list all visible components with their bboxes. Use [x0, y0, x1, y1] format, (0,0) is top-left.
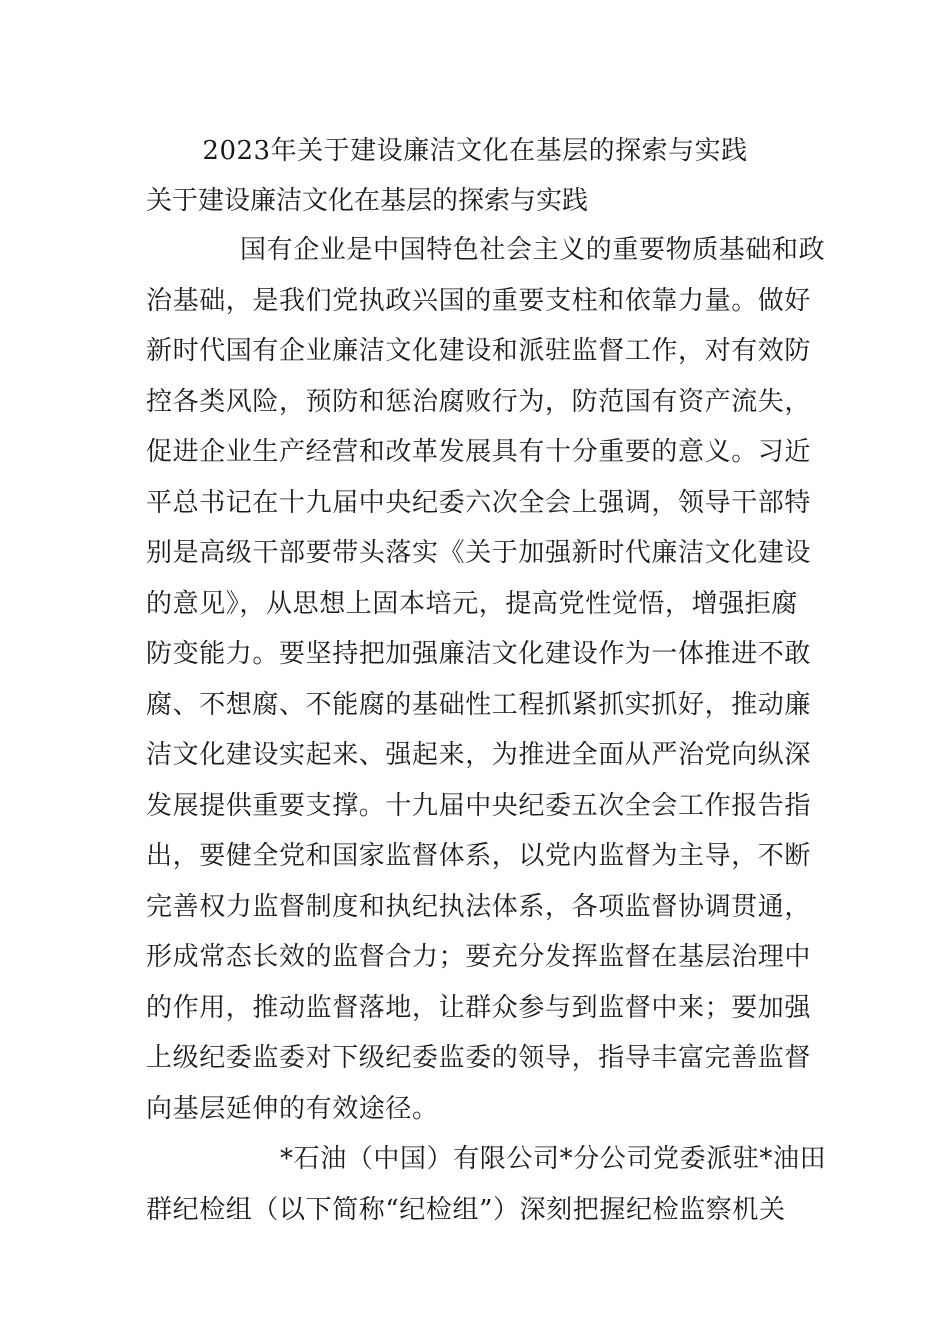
paragraph-2-line: *石油（中国）有限公司*分公司党委派驻*油田: [280, 1144, 827, 1174]
paragraph-1-line: 的意见》，从思想上固本培元，提高党性觉悟，增强拒腐: [146, 588, 799, 619]
paragraph-1-line: 平总书记在十九届中央纪委六次全会上强调，领导干部特: [146, 487, 812, 518]
paragraph-1-line: 控各类风险，预防和惩治腐败行为，防范国有资产流失，: [146, 386, 812, 417]
document-title: 2023年关于建设廉洁文化在基层的探索与实践: [202, 136, 748, 166]
document-subtitle: 关于建设廉洁文化在基层的探索与实践: [146, 186, 589, 216]
paragraph-1-line: 洁文化建设实起来、强起来，为推进全面从严治党向纵深: [146, 740, 812, 770]
paragraph-1-line: 发展提供重要支撑。十九届中央纪委五次全会工作报告指: [146, 790, 812, 821]
paragraph-1-line: 形成常态长效的监督合力；要充分发挥监督在基层治理中: [146, 942, 812, 972]
paragraph-1-line: 完善权力监督制度和执纪执法体系，各项监督协调贯通，: [146, 891, 812, 922]
paragraph-1-line: 腐、不想腐、不能腐的基础性工程抓紧抓实抓好，推动廉: [146, 689, 812, 720]
paragraph-2-line: 群纪检组（以下简称“纪检组”）深刻把握纪检监察机关: [146, 1194, 786, 1225]
paragraph-1-line: 治基础，是我们党执政兴国的重要支柱和依靠力量。做好: [146, 285, 812, 316]
document-body: [146, 232, 827, 1242]
paragraph-1-line: 向基层延伸的有效途径。: [146, 1093, 439, 1124]
paragraph-1-line: 上级纪委监委对下级纪委监委的领导，指导丰富完善监督: [146, 1043, 812, 1073]
paragraph-1-line: 别是高级干部要带头落实《关于加强新时代廉洁文化建设: [146, 538, 812, 568]
paragraph-1-line: 的作用，推动监督落地，让群众参与到监督中来；要加强: [146, 992, 812, 1023]
paragraph-1-line: 促进企业生产经营和改革发展具有十分重要的意义。习近: [146, 437, 812, 467]
paragraph-1-line: 新时代国有企业廉洁文化建设和派驻监督工作，对有效防: [146, 336, 812, 366]
paragraph-1-line: 出，要健全党和国家监督体系，以党内监督为主导，不断: [146, 841, 812, 871]
paragraph-1-line: 防变能力。要坚持把加强廉洁文化建设作为一体推进不敢: [146, 639, 812, 669]
paragraph-1-line: 国有企业是中国特色社会主义的重要物质基础和政: [240, 235, 826, 265]
